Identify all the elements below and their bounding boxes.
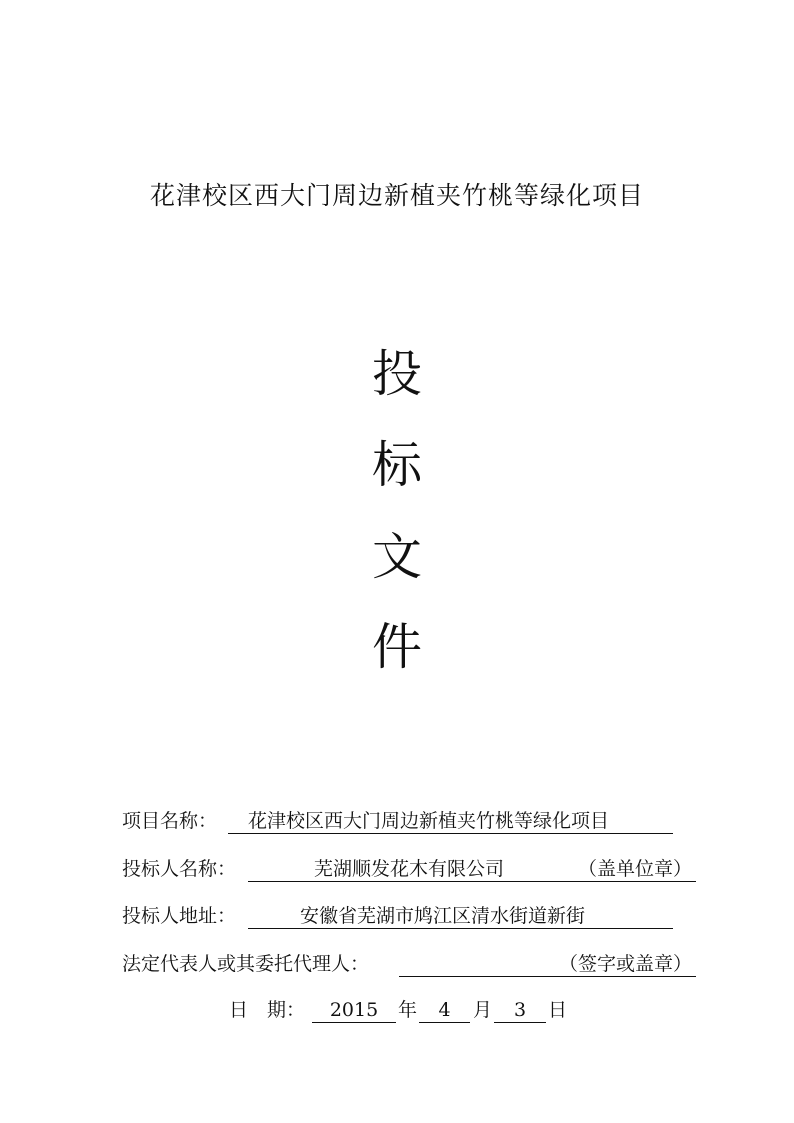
date-year-unit: 年	[398, 999, 418, 1021]
date-day-unit: 日	[548, 999, 568, 1021]
bidder-name-label: 投标人名称：	[122, 858, 237, 880]
date-day-value: 3	[513, 999, 527, 1021]
date-year-field	[312, 997, 396, 1023]
legal-rep-label: 法定代表人或其委托代理人：	[122, 953, 370, 975]
bidder-seal-note: （盖单位章）	[577, 858, 692, 880]
date-month-field	[419, 997, 470, 1023]
project-name-value: 花津校区西大门周边新植夹竹桃等绿化项目	[248, 810, 610, 832]
project-name-label: 项目名称：	[122, 810, 218, 832]
date-year-value: 2015	[329, 999, 379, 1021]
bidder-address-field	[248, 903, 673, 929]
date-month-value: 4	[438, 999, 451, 1021]
document-title: 花津校区西大门周边新植夹竹桃等绿化项目	[149, 181, 644, 210]
date-month-unit: 月	[473, 999, 493, 1021]
big-title-char-1: 投	[372, 345, 422, 403]
big-title-char-4: 件	[372, 618, 422, 676]
big-title-char-3: 文	[372, 528, 422, 586]
bidder-name-field	[248, 856, 696, 882]
bidder-address-label: 投标人地址：	[122, 905, 237, 927]
bidder-address-value: 安徽省芜湖市鸠江区清水街道新街	[300, 905, 586, 927]
legal-rep-field	[399, 951, 696, 977]
bidder-name-value: 芜湖顺发花木有限公司	[314, 858, 505, 880]
date-day-field	[494, 997, 546, 1023]
date-label: 日 期：	[229, 999, 306, 1021]
big-title-char-2: 标	[372, 436, 422, 494]
legal-rep-sign-note: （签字或盖章）	[558, 953, 692, 975]
project-name-field	[228, 808, 673, 834]
